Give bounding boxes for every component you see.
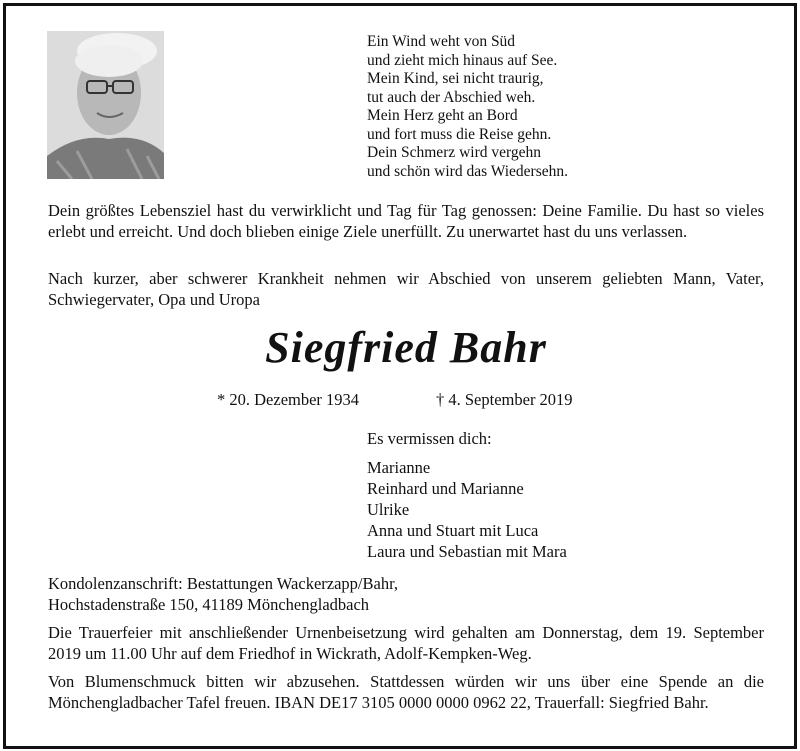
poem-line: und fort muss die Reise gehn.: [367, 125, 552, 143]
poem-line: und schön wird das Wiedersehn.: [367, 162, 568, 180]
deceased-name: Siegfried Bahr: [265, 323, 547, 372]
death-date: † 4. September 2019: [436, 390, 573, 409]
mourners-list: [367, 428, 567, 562]
mourner-name: Reinhard und Marianne: [367, 479, 524, 498]
poem-line: tut auch der Abschied weh.: [367, 88, 536, 106]
condolence-address: [48, 573, 398, 615]
donation-text: Von Blumenschmuck bitten wir abzusehen. Stattdessen würden wir uns über eine Spende an die Mönchengladbacher Tafel freuen. IBAN DE17 3105 0000 0000 0962 22, Trauerfall: Siegfried Bahr.: [48, 672, 764, 712]
poem-line: und zieht mich hinaus auf See.: [367, 51, 558, 69]
poem-line: Ein Wind weht von Süd: [367, 33, 516, 50]
announcement-text: Nach kurzer, aber schwerer Krankheit nehmen wir Abschied von unserem geliebten Mann, Vater, Schwiegervater, Opa und Uropa: [48, 269, 764, 309]
poem-line: Mein Herz geht an Bord: [367, 107, 518, 124]
ceremony-text: Die Trauerfeier mit anschließender Urnenbeisetzung wird gehalten am Donnerstag, dem 19. September 2019 um 11.00 Uhr auf dem Friedhof in Wickrath, Adolf-Kempken-Weg.: [48, 623, 764, 663]
tribute-text: Dein größtes Lebensziel hast du verwirklicht und Tag für Tag genossen: Deine Familie. Du hast so vieles erlebt und erreicht. Und doch blieben einige Ziele unerfüllt. Zu unerwartet hast du uns verlassen.: [48, 201, 764, 241]
obituary-notice: [3, 3, 797, 749]
portrait-image: [47, 31, 164, 179]
condolence-line: Kondolenzanschrift: Bestattungen Wackerzapp/Bahr,: [48, 574, 399, 593]
mourner-name: Ulrike: [367, 500, 410, 519]
poem-line: Dein Schmerz wird vergehn: [367, 144, 542, 161]
poem-line: Mein Kind, sei nicht traurig,: [367, 70, 544, 87]
birth-date: * 20. Dezember 1934: [217, 390, 360, 409]
mourners-intro: Es vermissen dich:: [367, 429, 492, 448]
condolence-line: Hochstadenstraße 150, 41189 Mönchengladbach: [48, 595, 370, 614]
mourner-name: Marianne: [367, 458, 431, 477]
poem: [367, 33, 568, 181]
portrait-photo: [47, 31, 164, 179]
mourner-name: Laura und Sebastian mit Mara: [367, 542, 567, 561]
mourner-name: Anna und Stuart mit Luca: [367, 521, 539, 540]
